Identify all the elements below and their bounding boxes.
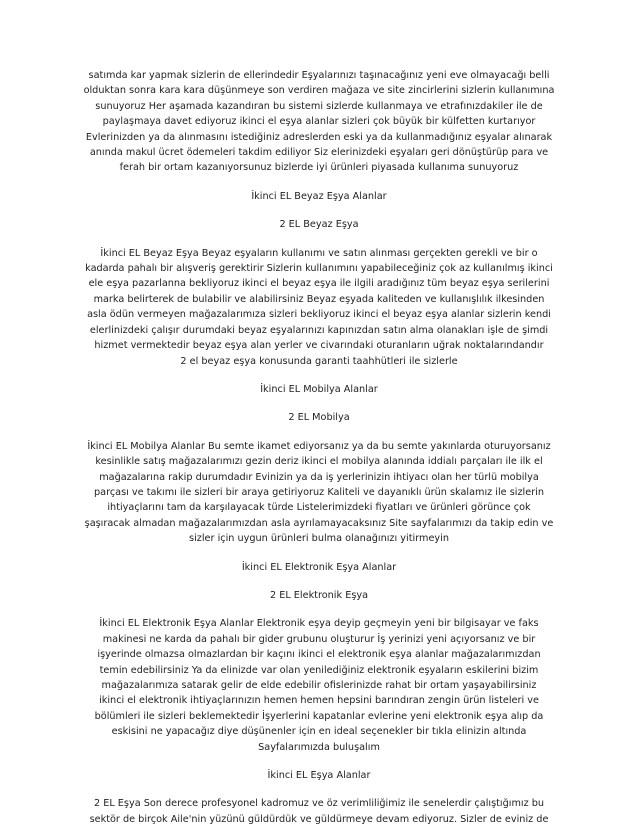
mobilya-paragraph: İkinci EL Mobilya Alanlar Bu semte ikamet ediyorsanız ya da bu semte yakınlarda oturuyorsanız kesinlikle satış mağazalarımızı gezin deriz ikinci el mobilya alanında iddialı parçaları ile ilk el mağazalarına rakip durumdadır Evinizin ya da iş yerlerinizin ihtiyacı olan her türlü mobilya parçası ve takımı ile sizleri bir araya getiriyoruz Kaliteli ve dayanıklı ürün skalamız ile sizlerin ihtiyaçlarını tam da karşılayacak türde Listelerimizdeki fiyatları ve ürünleri görünce çok şaşıracak almadan mağazalarımızdan asla ayrılamayacaksınız Site sayfalarımızı da takip edin ve sizler için uygun ürünleri bulma olanağınızı yitirmeyin — [84, 440, 554, 545]
section-heading-esya: İkinci EL Eşya Alanlar — [267, 770, 371, 782]
document-page — [80, 68, 558, 827]
section-subheading-elektronik: 2 EL Elektronik Eşya — [269, 589, 369, 601]
intro-paragraph: satımda kar yapmak sizlerin de ellerindedir Eşyalarınızı taşınacağınız yeni eve olmayacağı belli olduktan sonra kara kara düşünmeye son verdiren mağaza ve site zincirlerini sizlerin kullanımına sunuyoruz Her aşamada kazandıran bu sistemi sizlerde kullanmaya ve etrafınızdakiler ile de paylaşmaya davet ediyoruz ikinci el eşya alanlar sizleri çok büyük bir külfetten kurtarıyor Evlerinizden ya da alınmasını istediğiniz adreslerden eski ya da kullanmadığınız eşyalar alınarak anında makul ücret ödemeleri takdim ediliyor Siz elerinizdeki eşyaları geri dönüştürüp para ve ferah bir ortam kazanıyorsunuz bizlerde iyi ürünleri piyasada kullanıma sunuyoruz — [83, 70, 555, 174]
section-heading-elektronik: İkinci EL Elektronik Eşya Alanlar — [241, 561, 397, 573]
esya-paragraph: 2 EL Eşya Son derece profesyonel kadromuz ve öz verimliliğimiz ile senelerdir çalıştığımız bu sektör de birçok Aile'nin yüzünü güldürdük ve güldürmeye devam ediyoruz. Sizler de eviniz de — [89, 798, 549, 825]
section-heading-beyaz-esya: İkinci EL Beyaz Eşya Alanlar — [251, 190, 387, 202]
elektronik-paragraph: İkinci EL Elektronik Eşya Alanlar Elektronik eşya deyip geçmeyin yeni bir bilgisayar ve faks makinesi ne karda da pahalı bir gider grubunu oluşturur İş yerinizi yeni açıyorsanız ve bir işyerinde olmazsa olmazlardan bir kaçını ikinci el elektronik eşya alanlar mağazalarımızdan temin edebilirsiniz Ya da elinizde var olan yenilediğiniz elektronik eşyaların eskilerini bizim mağazalarımıza satarak gelir de elde edebilir ofislerinizde rahat bir ortam yaşayabilirsiniz ikinci el elektronik ihtiyaçlarınızın hemen hemen hepsini barındıran zengin ürün listeleri ve bölümleri ile sizleri beklemektedir İşyerlerini kapatanlar evlerine yeni elektronik eşya alıp da eskisini ne yapacağız diye düşünenler için en ideal seçenekler bir tıkla elinizin altında Sayfalarımızda buluşalım — [94, 618, 544, 753]
section-subheading-beyaz-esya: 2 EL Beyaz Eşya — [279, 219, 359, 231]
beyaz-esya-paragraph: İkinci EL Beyaz Eşya Beyaz eşyaların kullanımı ve satın alınması gerçekten gerekli ve bir o kadarda pahalı bir alışveriş gerektirir Sizlerin kullanımını yapabileceğiniz çok az kullanılmış ikinci ele eşya pazarlanna bekliyoruz ikinci el beyaz eşya ile ilgili aradığınız tüm beyaz eşya serilerini marka belirterek de bulabilir ve alabilirsiniz Beyaz eşyada kaliteden ve kullanışlılık ilkesinden asla ödün vermeyen mağazalarımıza sizleri bekliyoruz ikinci el beyaz eşya alanlar sizlerin kendi elerlinizdeki çalışır durumdaki beyaz eşyalarınızı kapınızdan satın alma olanakları işle de şimdi hizmet vermektedir beyaz eşya alan yerler ve civarındaki oturanların uğrak noktalarındandır 2 el beyaz eşya konusunda garanti taahhütleri ile sizlerle — [85, 247, 553, 367]
section-subheading-mobilya: 2 EL Mobilya — [288, 412, 350, 424]
section-heading-mobilya: İkinci EL Mobilya Alanlar — [260, 383, 378, 395]
